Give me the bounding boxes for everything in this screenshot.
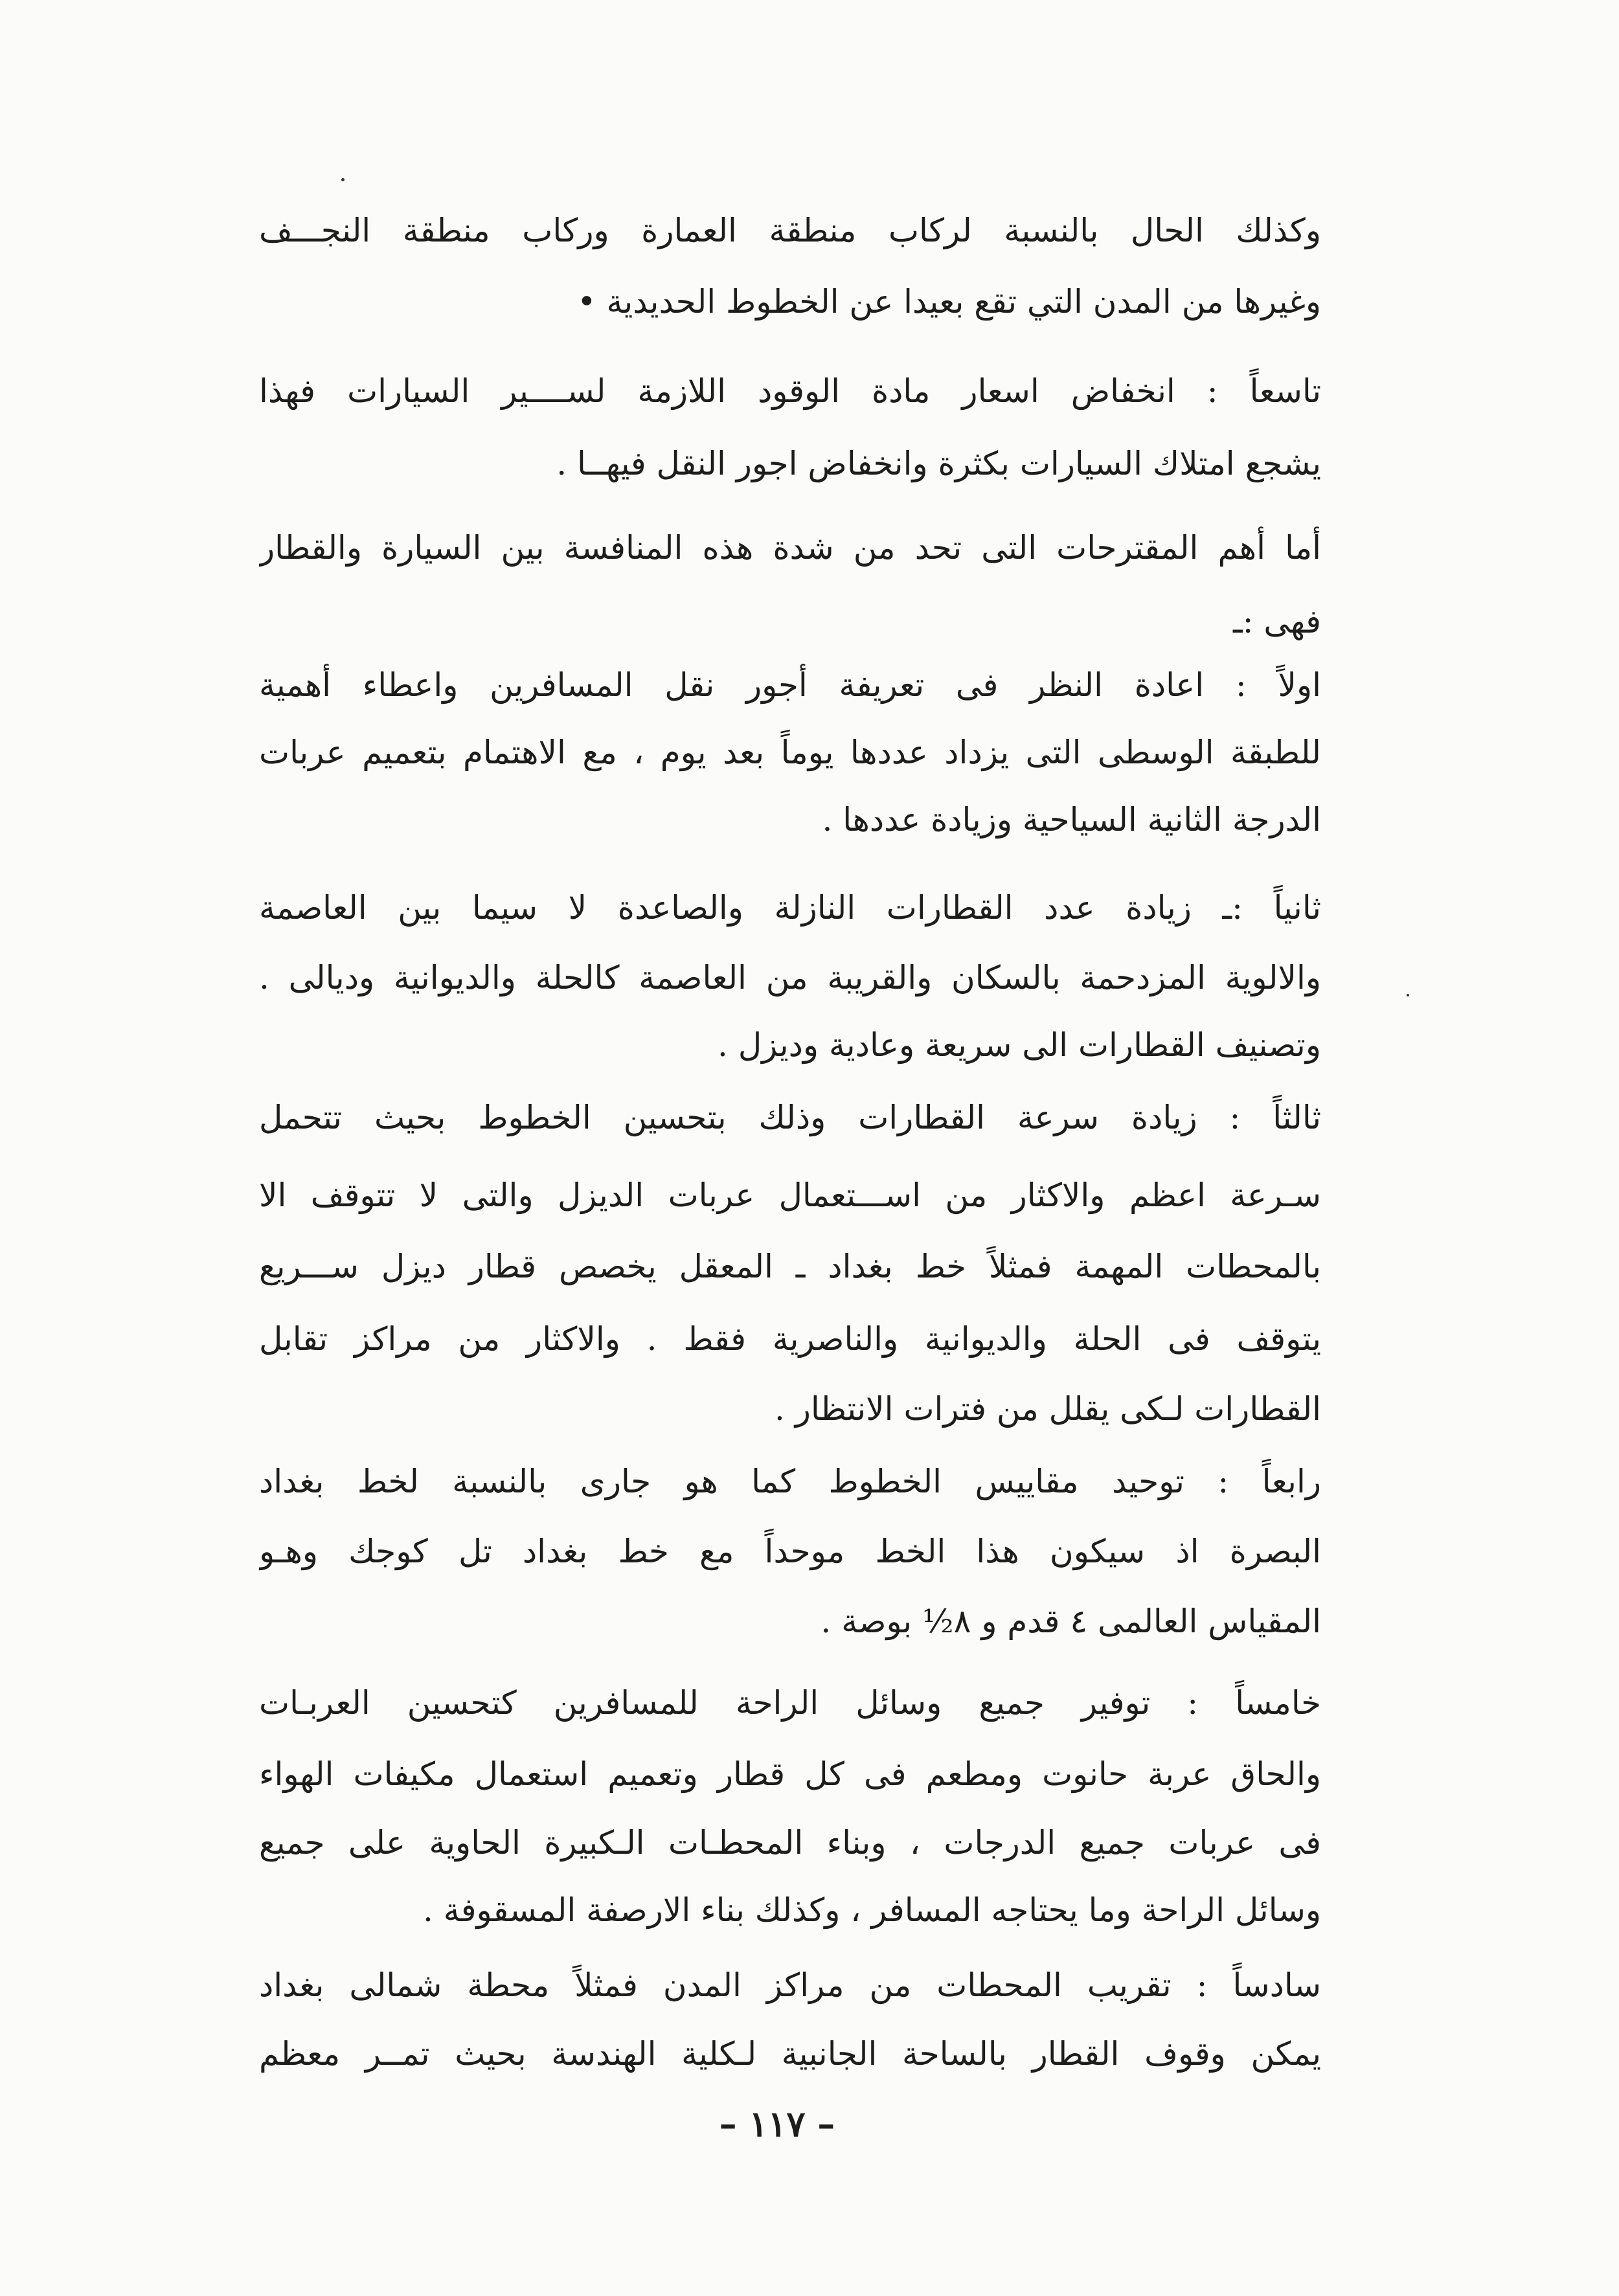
text-line: خامساً : توفير جميع وسائل الراحة للمسافرين كتحسين العربـات [259,1684,1321,1722]
text-line: سـرعة اعظم والاكثار من اســـتعمال عربات الديزل والتى لا تتوقف الا [259,1176,1321,1214]
text-line: أما أهم المقترحات التى تحد من شدة هذه المنافسة بين السيارة والقطار [259,529,1321,567]
text-line: بالمحطات المهمة فمثلاً خط بغداد ـ المعقل يخصص قطار ديزل ســـريع [259,1248,1321,1285]
ink-speck [1407,994,1409,996]
page-number: – ١١٧ – [719,2103,835,2144]
text-line: فهى :ـ [1232,603,1321,640]
text-line: سادساً : تقريب المحطات من مراكز المدن فمثلاً محطة شمالى بغداد [259,1966,1321,2004]
ink-speck [341,178,345,181]
text-line: والحاق عربة حانوت ومطعم فى كل قطار وتعميم استعمال مكيفات الهواء [259,1755,1321,1793]
text-line: وتصنيف القطارات الى سريعة وعادية وديزل . [718,1026,1321,1064]
text-line: المقياس العالمى ٤ قدم و ٨½ بوصة . [821,1603,1321,1640]
text-line: وغيرها من المدن التي تقع بعيدا عن الخطوط الحديدية • [577,283,1321,321]
text-line: وسائل الراحة وما يحتاجه المسافر ، وكذلك بناء الارصفة المسقوفة . [423,1891,1321,1929]
text-line: وكذلك الحال بالنسبة لركاب منطقة العمارة وركاب منطقة النجـــف [259,212,1321,249]
text-line: تاسعاً : انخفاض اسعار مادة الوقود اللازمة لســــير السيارات فهذا [259,372,1321,410]
text-line: ثانياً :ـ زيادة عدد القطارات النازلة والصاعدة لا سيما بين العاصمة [259,889,1321,927]
text-line: يتوقف فى الحلة والديوانية والناصرية فقط . والاكثار من مراكز تقابل [259,1320,1321,1358]
text-line: الدرجة الثانية السياحية وزيادة عددها . [822,801,1321,838]
text-line: البصرة اذ سيكون هذا الخط موحداً مع خط بغداد تل كوجك وهـو [259,1533,1321,1570]
text-line: والالوية المزدحمة بالسكان والقريبة من العاصمة كالحلة والديوانية وديالى . [259,959,1321,996]
text-line: للطبقة الوسطى التى يزداد عددها يوماً بعد يوم ، مع الاهتمام بتعميم عربات [259,734,1321,771]
text-line: اولاً : اعادة النظر فى تعريفة أجور نقل المسافرين واعطاء أهمية [259,666,1321,704]
text-line: رابعاً : توحيد مقاييس الخطوط كما هو جارى بالنسبة لخط بغداد [259,1463,1321,1500]
text-line: فى عربات جميع الدرجات ، وبناء المحطـات الـكبيرة الحاوية على جميع [259,1824,1321,1862]
text-line: يشجع امتلاك السيارات بكثرة وانخفاض اجور النقل فيهــا . [556,445,1321,482]
text-line: ثالثاً : زيادة سرعة القطارات وذلك بتحسين الخطوط بحيث تتحمل [259,1099,1321,1136]
text-line: يمكن وقوف القطار بالساحة الجانبية لـكلية الهندسة بحيث تمــر معظم [259,2035,1321,2073]
text-line: القطارات لـكى يقلل من فترات الانتظار . [774,1390,1321,1428]
